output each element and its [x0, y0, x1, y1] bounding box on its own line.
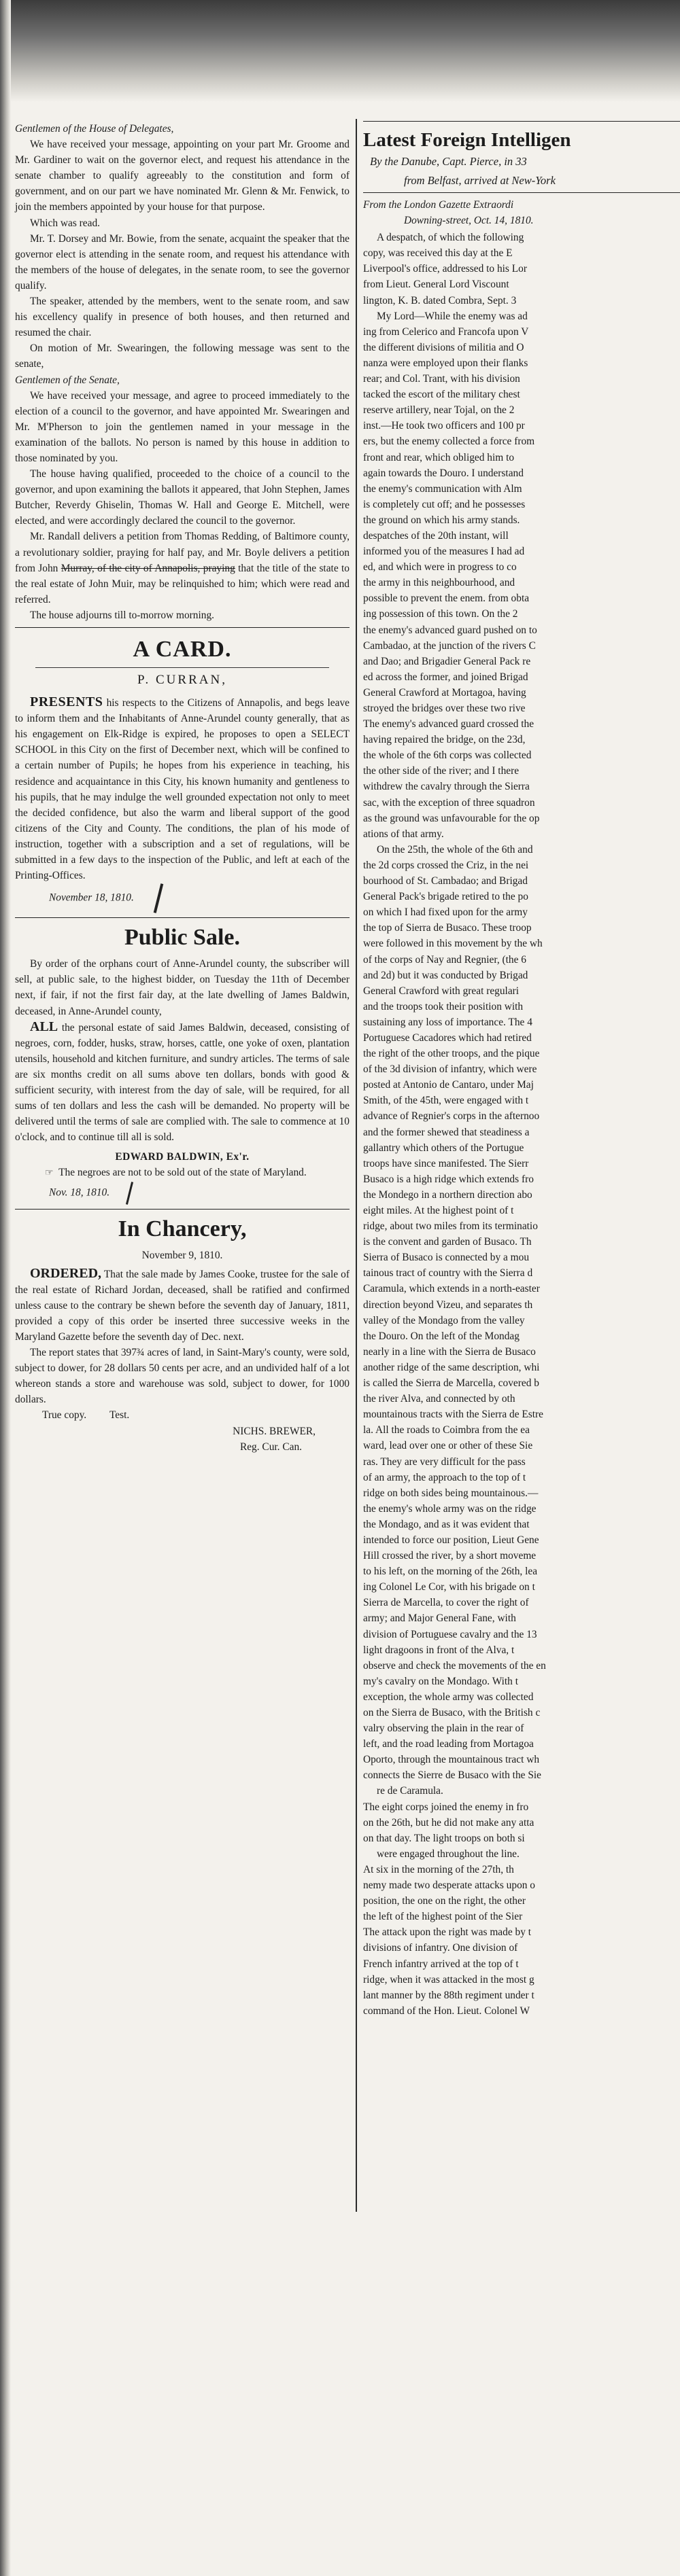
dispatch-line: the river Alva, and connected by oth: [363, 1393, 515, 1405]
dispatch-line: troops have since manifested. The Sierr: [363, 1157, 529, 1169]
dispatch-line: the other side of the river; and I there: [363, 765, 520, 777]
delegates-paragraph: The speaker, attended by the members, went to the senate room, and saw his excellency qualify in presence of both houses, and then returned and resumed the chair.: [15, 296, 350, 339]
dispatch-line: valry observing the plain in the rear of: [363, 1723, 524, 1735]
dispatch-line: nemy made two desperate attacks upon o: [363, 1880, 536, 1892]
dispatch-line: to his left, on the morning of the 26th, lea: [363, 1566, 538, 1578]
dispatch-line: A despatch, of which the following: [377, 232, 524, 244]
dispatch-line: eight miles. At the highest point of t: [363, 1205, 514, 1216]
dispatch-line: and 2d) but it was conducted by Brigad: [363, 969, 528, 981]
dispatch-line: the Douro. On the left of the Mondag: [363, 1330, 520, 1342]
dispatch-line: ed across the former, and joined Brigad: [363, 671, 528, 683]
dispatch-line: On the 25th, the whole of the 6th and: [377, 843, 533, 855]
dispatch-line: the enemy's whole army was on the ridge: [363, 1502, 537, 1515]
dispatch-line: again towards the Douro. I understand: [363, 467, 524, 479]
dispatch-line: on the 26th, but he did not make any atta: [363, 1816, 534, 1829]
dispatch-line: the top of Sierra de Busaco. These troop: [363, 922, 532, 934]
dispatch-line: ers, but the enemy collected a force from: [363, 436, 535, 448]
chancery-notice: [15, 1215, 350, 1455]
dispatch-line: My Lord—While the enemy was ad: [377, 310, 528, 322]
chancery-heading: In Chancery,: [118, 1216, 247, 1241]
dispatch-line: Busaco is a high ridge which extends fro: [363, 1173, 534, 1185]
dispatch-line: gallantry which others of the Portugue: [363, 1142, 524, 1154]
dispatch-line: Oporto, through the mountainous tract wh: [363, 1754, 540, 1766]
card-body: [15, 694, 350, 883]
arrival-line: By the Danube, Capt. Pierce, in 33: [370, 155, 527, 168]
delegates-paragraph: On motion of Mr. Swearingen, the following message was sent to the senate,: [15, 342, 350, 370]
chancery-order-text: That the sale made by James Cooke, trustee for the sale of the real estate of Richard Jordan, deceased, shall be ratified and confirmed unless cause to the contrary be shewn before the seventh day of January, 1811, provided a copy of this order be inserted three successive weeks in the Maryland Gazette before the seventh day of Dec. next.: [15, 1268, 350, 1343]
senate-heading: Gentlemen of the Senate,: [15, 374, 120, 386]
sale-body: [15, 1019, 350, 1146]
section-rule: [363, 192, 680, 193]
delegates-paragraph: [15, 529, 350, 607]
dispatch-line: on the Sierra de Busaco, with the British c: [363, 1707, 541, 1718]
chancery-attest: [15, 1407, 350, 1423]
dispatch-text: [363, 230, 680, 2019]
dispatch-line: on that day. The light troops on both si: [363, 1832, 525, 1844]
dispatch-line: of an army, the approach to the top of t: [363, 1471, 526, 1483]
dispatch-line: la. All the roads to Coimbra from the ea: [363, 1424, 530, 1436]
delegates-paragraph: We have received your message, and agree to proceed immediately to the election of a council to the governor, and have appointed Mr. Swearingen and Mr. M'Pherson to join the gentlemen named in your message in the examination of the ballots. No person is named by this house in addition to those nominated by you.: [15, 389, 350, 464]
dispatch-line: direction beyond Vizeu, and separates th: [363, 1299, 533, 1311]
dispatch-line: divisions of infantry. One division of: [363, 1942, 518, 1954]
sale-heading: Public Sale.: [124, 925, 241, 951]
dispatch-line: as the ground was unfavourable for the op: [363, 812, 540, 824]
dispatch-line: observe and check the movements of the en: [363, 1659, 546, 1672]
true-copy-label: True copy.: [42, 1409, 87, 1422]
delegates-paragraph: Which was read.: [30, 217, 100, 229]
dispatch-line: from Lieut. General Lord Viscount: [363, 279, 509, 291]
arrival-line: from Belfast, arrived at New-York: [404, 174, 556, 187]
dispatch-line: At six in the morning of the 27th, th: [363, 1863, 514, 1875]
dispatch-line: withdrew the cavalry through the Sierra: [363, 781, 530, 793]
dispatch-line: front and rear, which obliged him to: [363, 451, 515, 463]
dispatch-line: bourhood of St. Cambadao; and Brigad: [363, 875, 528, 887]
dispatch-line: position, the one on the right, the other: [363, 1895, 526, 1907]
dispatch-line: posted at Antonio de Cantaro, under Maj: [363, 1079, 534, 1091]
dispatch-line: and the former shewed that steadiness a: [363, 1126, 530, 1138]
card-heading: A CARD.: [133, 637, 232, 662]
dispatch-line: possible to prevent the enem. from obta: [363, 593, 530, 605]
scan-shadow-top: [0, 0, 680, 102]
card-body-text: his respects to the Citizens of Annapolis, and begs leave to inform them and the Inhabitants of Anne-Arundel county generally, that as his engagement on Elk-Ridge is expired, he proposes to open a SELECT SCHOOL in this City on the first of December next, which will be confined to a certain number of Pupils; he hopes from his experience in teaching, his residence and acquaintance in this City, his known humanity and gentleness to his pupils, that he may indulge the well grounded expectation not only to meet the decided confidence, but also the warm and liberal support of the good citizens of the City and County. The conditions, the plan of his mode of instruction, together with a subscription and a set of regulations, will be submitted in a few days to the inspection of the Public, and left at each of the Printing-Offices.: [15, 697, 350, 882]
dispatch-line: were followed in this movement by the wh: [363, 938, 543, 950]
dispatch-line: exception, the whole army was collected: [363, 1691, 534, 1703]
dispatch-line: Sierra de Marcella, to cover the right of: [363, 1597, 529, 1609]
chancery-lead-word: ORDERED,: [30, 1265, 102, 1281]
dispatch-line: my's cavalry on the Mondago. With t: [363, 1675, 518, 1687]
foreign-intelligence-heading: Latest Foreign Intelligen: [363, 129, 571, 151]
dispatch-line: Smith, of the 45th, were engaged with t: [363, 1095, 529, 1107]
dispatch-line: Cambadao, at the junction of the rivers C: [363, 639, 536, 652]
dispatch-line: ras. They are very difficult for the pass: [363, 1455, 526, 1468]
dispatch-line: ridge, about two miles from its terminatio: [363, 1220, 538, 1233]
dispatch-line: General Crawford with great regulari: [363, 985, 520, 997]
dispatch-line: tainous tract of country with the Sierra d: [363, 1267, 533, 1280]
sale-note-text: The negroes are not to be sold out of the state of Maryland.: [58, 1167, 307, 1179]
dispatch-line: ed, and which were in progress to co: [363, 561, 517, 574]
dispatch-line: ridge on both sides being mountainous.—: [363, 1487, 539, 1499]
dispatch-line: army; and Major General Fane, with: [363, 1612, 516, 1625]
card-name: P. CURRAN,: [137, 673, 227, 687]
dispatch-line: is the convent and garden of Busaco. Th: [363, 1236, 532, 1248]
dispatch-line: Sierra of Busaco is connected by a mou: [363, 1252, 530, 1264]
section-rule: [363, 121, 680, 122]
dispatch-line: French infantry arrived at the top of t: [363, 1958, 519, 1970]
dispatch-line: lington, K. B. dated Combra, Sept. 3: [363, 294, 517, 306]
dispatch-line: the Mondago, and as it was evident that: [363, 1518, 530, 1530]
dispatch-line: the 2d corps crossed the Criz, in the nei: [363, 859, 529, 871]
dispatch-line: mountainous tracts with the Sierra de Estre: [363, 1409, 543, 1421]
card-advertisement: [15, 635, 350, 913]
petition-text: Mr. Randall delivers a petition from Thomas Redding, of Baltimore county, a revolutionary soldier, praying for half pay, and Mr. Boyle delivers a petition from John: [15, 531, 350, 574]
section-rule: [15, 917, 350, 918]
dispatch-line: rear; and Col. Trant, with his division: [363, 373, 520, 385]
petition-text-end: that the title of the state to the real estate of John Muir, may be relinquished to him; which were read and referred.: [15, 562, 350, 605]
dispatch-line: nanza were employed upon their flanks: [363, 357, 528, 369]
dispatch-line: the enemy's communication with Alm: [363, 482, 522, 495]
chancery-report: The report states that 397¾ acres of land, in Saint-Mary's county, were sold, subject to dower, for 28 dollars 50 cents per acre, and an undivided half of a lot whereon stands a store and warehouse was sold, subject to dower, for 1000 dollars.: [15, 1347, 350, 1406]
dispatch-line: the whole of the 6th corps was collected: [363, 749, 532, 762]
dispatch-line: the army in this neighbourhood, and: [363, 577, 515, 589]
sale-intro: By order of the orphans court of Anne-Arundel county, the subscriber will sell, at public sale, to the highest bidder, on Tuesday the 11th of December next, if fair, if not the first fair day, at the late dwelling of James Baldwin, deceased, in Anne-Arundel county,: [15, 958, 350, 1017]
gazette-dateline: Downing-street, Oct. 14, 1810.: [404, 215, 534, 227]
dispatch-line: the Mondego in a northern direction abo: [363, 1188, 532, 1201]
dispatch-line: the right of the other troops, and the pique: [363, 1048, 540, 1060]
chancery-date: November 9, 1810.: [141, 1249, 223, 1261]
dispatch-line: Hill crossed the river, by a short moveme: [363, 1550, 537, 1562]
section-rule: [15, 627, 350, 628]
dispatch-line: advance of Regnier's corps in the afternoo: [363, 1110, 540, 1123]
dispatch-line: on which I had fixed upon for the army: [363, 906, 528, 919]
dispatch-line: were engaged throughout the line.: [377, 1848, 520, 1860]
dispatch-line: command of the Hon. Lieut. Colonel W: [363, 2005, 530, 2017]
sale-body-text: the personal estate of said James Baldwin, deceased, consisting of negroes, corn, fodder, husks, straw, horses, cattle, one yoke of oxen, plantation utensils, household and kitchen furniture, and sundry articles. The terms of sale are six months credit on all sums above ten dollars, bonds with good & sufficient security, with interest from the day of sale, will be required, for all sums of ten dollars and less the cash will be demanded. No property will be delivered until the terms of sale are complied with. The sale to commence at 10 o'clock, and to continue till all is sold.: [15, 1021, 350, 1144]
sale-note: [15, 1165, 350, 1181]
delegates-paragraph: We have received your message, appointing on your part Mr. Groome and Mr. Gardiner to wait on the governor elect, and request his attendance in the senate chamber to qualify agreeably to the constitution and form of government, and on our part we have nominated Mr. Glenn & Mr. Fenwick, to join the members appointed by your house for that purpose.: [15, 139, 350, 213]
handwritten-mark: [126, 1182, 133, 1205]
scan-edge-left: [0, 0, 11, 2576]
dispatch-line: Caramula, which extends in a north-easter: [363, 1283, 540, 1295]
public-sale-advertisement: [15, 923, 350, 1204]
delegates-heading: Gentlemen of the House of Delegates,: [15, 123, 174, 135]
dispatch-line: the enemy's advanced guard pushed on to: [363, 624, 537, 636]
delegates-paragraph: The house having qualified, proceeded to the choice of a council to the governor, and upon examining the ballots it appeared, that John Stephen, James Butcher, Reverdy Ghiselin, Thomas W. Hall and George E. Mitchell, were elected, and were accordingly declared the council to the governor.: [15, 468, 350, 527]
chancery-signer: NICHS. BREWER,: [233, 1425, 316, 1437]
delegates-proceedings: [15, 121, 350, 623]
sale-signature: EDWARD BALDWIN, Ex'r.: [115, 1151, 250, 1163]
adjourn-line: The house adjourns till to-morrow morning.: [30, 609, 215, 621]
test-label: Test.: [109, 1409, 130, 1422]
dispatch-line: copy, was received this day at the E: [363, 247, 513, 260]
sale-lead-word: ALL: [30, 1019, 58, 1034]
sale-date: [15, 1182, 350, 1205]
dispatch-line: left, and the road leading from Mortagoa: [363, 1738, 534, 1750]
dispatch-line: reserve artillery, near Tojal, on the 2: [363, 404, 515, 417]
right-column: [363, 121, 680, 2019]
dispatch-line: intended to force our position, Lieut Gene: [363, 1534, 539, 1546]
short-rule: [35, 667, 329, 668]
dispatch-line: another ridge of the same description, whi: [363, 1361, 540, 1373]
dispatch-line: and the troops took their position with: [363, 1000, 524, 1012]
dispatch-line: The attack upon the right was made by t: [363, 1926, 532, 1939]
dispatch-line: stroyed the bridges over these two rive: [363, 703, 526, 714]
sale-date-text: Nov. 18, 1810.: [49, 1186, 110, 1199]
dispatch-line: light dragoons in front of the Alva, t: [363, 1644, 515, 1656]
dispatch-line: re de Caramula.: [377, 1785, 443, 1797]
dispatch-line: sac, with the exception of three squadron: [363, 796, 535, 809]
dispatch-line: ing Colonel Le Cor, with his brigade on t: [363, 1581, 535, 1593]
gazette-source: From the London Gazette Extraordi: [363, 199, 514, 211]
dispatch-line: ward, lead over one or other of these Sie: [363, 1440, 533, 1452]
column-divider: [356, 119, 357, 2212]
pointing-hand-icon: ☞: [45, 1168, 54, 1179]
handwritten-mark: [153, 883, 163, 913]
dispatch-line: nearly in a line with the Sierra de Busaco: [363, 1345, 536, 1358]
chancery-office: Reg. Cur. Can.: [239, 1441, 302, 1453]
dispatch-line: of the corps of Nay and Regnier, (the 6: [363, 953, 526, 966]
dispatch-line: sustaining any loss of importance. The 4: [363, 1016, 532, 1028]
chancery-order: [15, 1266, 350, 1345]
dispatch-line: and Dao; and Brigadier General Pack re: [363, 655, 531, 667]
dispatch-line: is completely cut off; and he possesses: [363, 498, 526, 510]
petition-struck-text: Murray, of the city of Annapolis, praying: [61, 562, 235, 574]
card-date: [15, 883, 350, 913]
dispatch-line: informed you of the measures I had ad: [363, 546, 525, 558]
dispatch-line: The enemy's advanced guard crossed the: [363, 718, 534, 730]
dispatch-line: valley of the Mondago from the valley: [363, 1314, 525, 1326]
dispatch-line: despatches of the 20th instant, will: [363, 529, 509, 542]
dispatch-line: division of Portuguese cavalry and the 13: [363, 1628, 537, 1640]
dispatch-line: ridge, when it was attacked in the most g: [363, 1973, 534, 1986]
card-date-text: November 18, 1810.: [49, 892, 134, 904]
dispatch-line: ing possession of this town. On the 2: [363, 608, 518, 620]
dispatch-line: General Crawford at Mortagoa, having: [363, 686, 526, 699]
dispatch-line: ations of that army.: [363, 828, 444, 840]
dispatch-line: connects the Sierre de Busaco with the Sie: [363, 1769, 541, 1782]
dispatch-line: is called the Sierra de Marcella, covered b: [363, 1377, 539, 1390]
delegates-paragraph: Mr. T. Dorsey and Mr. Bowie, from the senate, acquaint the speaker that the governor elect is attending in the senate room, and request his attendance with the members of the house of delegates, in the senate room, to see the governor qualify.: [15, 232, 350, 292]
dispatch-line: the left of the highest point of the Sier: [363, 1911, 523, 1923]
dispatch-line: The eight corps joined the enemy in fro: [363, 1801, 529, 1813]
dispatch-line: inst.—He took two officers and 100 pr: [363, 420, 525, 432]
dispatch-line: Portuguese Cacadores which had retired: [363, 1031, 532, 1044]
dispatch-line: Liverpool's office, addressed to his Lor: [363, 263, 527, 275]
dispatch-line: the ground on which his army stands.: [363, 514, 520, 526]
dispatch-line: the different divisions of militia and O: [363, 341, 524, 353]
dispatch-line: ing from Celerico and Francofa upon V: [363, 325, 529, 338]
dispatch-line: General Pack's brigade retired to the po: [363, 891, 528, 903]
dispatch-line: tacked the escort of the military chest: [363, 389, 520, 401]
dispatch-line: having repaired the bridge, on the 23d,: [363, 734, 526, 746]
section-rule: [15, 1209, 350, 1210]
card-lead-word: PRESENTS: [30, 694, 103, 710]
dispatch-line: lant manner by the 88th regiment under t: [363, 1989, 534, 2001]
dispatch-line: of the 3d division of infantry, which were: [363, 1063, 537, 1076]
left-column: [15, 121, 350, 1455]
